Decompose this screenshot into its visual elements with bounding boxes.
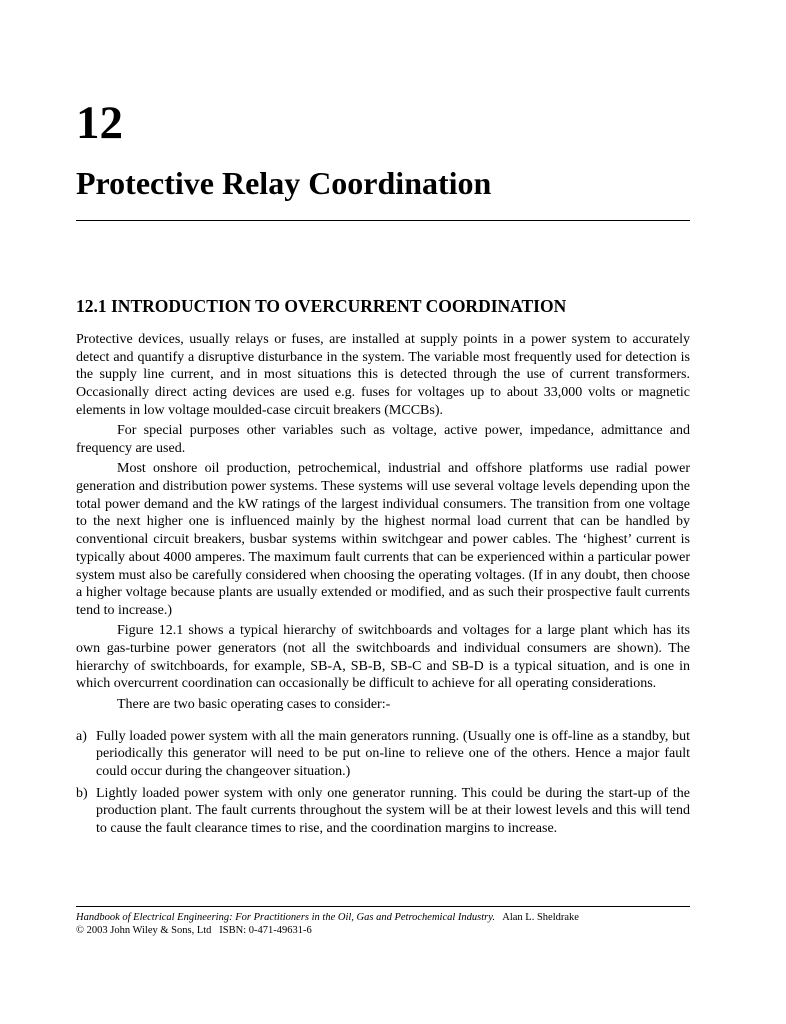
- paragraph: Most onshore oil production, petrochemical, industrial and offshore platforms use radial power generation and distribution power systems. These systems will use several voltage levels depending upon the total power demand and the kW ratings of the largest individual consumers. The transition from one voltage to the next higher one is influenced mainly by the highest normal load current that can be handled by conventional circuit breakers, busbar systems within switchgear and power cables. The ‘highest’ current is typically about 4000 amperes. The maximum fault currents that can be experienced within a particular power system must also be carefully considered when choosing the operating voltages. (If in any doubt, then choose a higher voltage because plants are usually extended or modified, and as such their prospective fault currents tend to increase.): [76, 461, 690, 618]
- list-item: [76, 785, 690, 838]
- paragraph: There are two basic operating cases to consider:-: [117, 696, 391, 712]
- footer-divider: [76, 906, 690, 907]
- list-item-label: b): [76, 785, 88, 801]
- chapter-title: Protective Relay Coordination: [76, 165, 492, 201]
- list-item: [76, 728, 690, 781]
- list-item-text: Fully loaded power system with all the main generators running. (Usually one is off-line as a standby, but periodically this generator will need to be put on-line to relieve one of the others. Hence a major fault could occur during the changeover situation.): [96, 728, 690, 779]
- list-item-label: a): [76, 728, 87, 744]
- footer: [76, 911, 579, 937]
- footer-line-2: [76, 924, 579, 937]
- footer-line-1: [76, 911, 579, 924]
- paragraph: Figure 12.1 shows a typical hierarchy of switchboards and voltages for a large plant which has its own gas-turbine power generators (not all the switchboards and individual consumers are shown). The hierarchy of switchboards, for example, SB-A, SB-B, SB-C and SB-D is a typical situation, and is one in which overcurrent coordination can occasionally be difficult to achieve for all operating considerations.: [76, 623, 690, 692]
- author: Alan L. Sheldrake: [502, 912, 579, 923]
- list-item-text: Lightly loaded power system with only one generator running. This could be during the start-up of the production plant. The fault currents throughout the system will be at their lowest levels and this will tend to cause the fault clearance times to rise, and the coordination margins to increase.: [96, 785, 690, 837]
- section-heading: 12.1 INTRODUCTION TO OVERCURRENT COORDINATION: [76, 296, 567, 316]
- paragraph: For special purposes other variables such as voltage, active power, impedance, admittance and frequency are used.: [76, 423, 690, 456]
- isbn: ISBN: 0-471-49631-6: [219, 925, 312, 936]
- body-text: [76, 331, 690, 842]
- chapter-number: 12: [76, 97, 123, 149]
- book-title: Handbook of Electrical Engineering: For Practitioners in the Oil, Gas and Petrochemical Industry.: [76, 912, 495, 923]
- case-list: [76, 728, 690, 838]
- title-divider: [76, 220, 690, 221]
- paragraph: Protective devices, usually relays or fuses, are installed at supply points in a power system to accurately detect and quantify a disruptive disturbance in the system. The variable most frequently used for detection is the supply line current, and in most situations this is detected through the use of current transformers. Occasionally direct acting devices are used e.g. fuses for voltages up to about 33,000 volts or magnetic elements in low voltage moulded-case circuit breakers (MCCBs).: [76, 332, 690, 418]
- copyright: © 2003 John Wiley & Sons, Ltd: [76, 925, 212, 936]
